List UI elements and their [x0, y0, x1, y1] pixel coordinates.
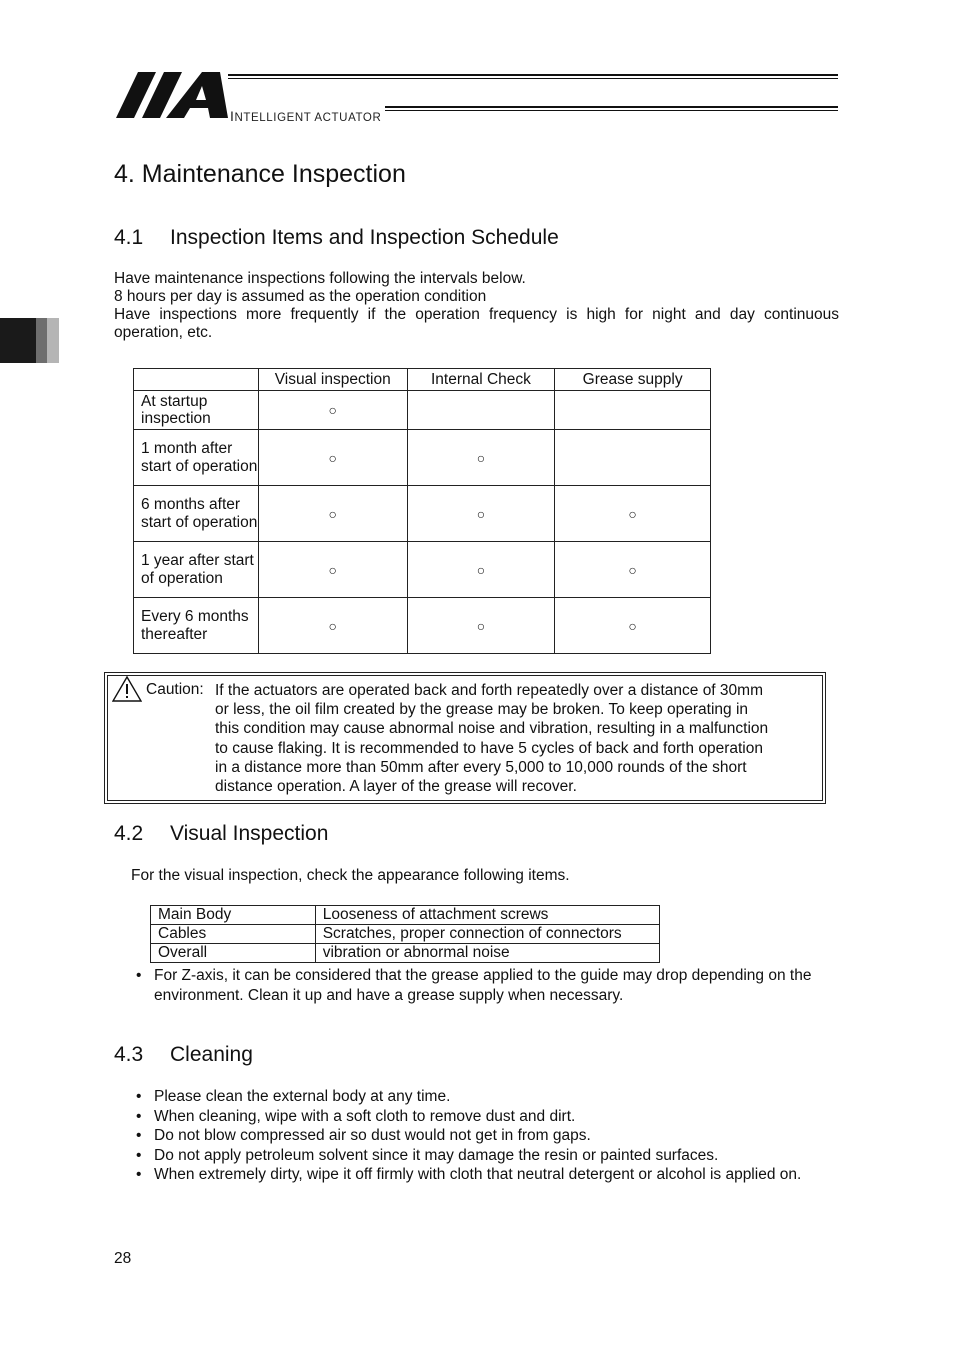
header-cell: Grease supply: [555, 369, 711, 391]
inspection-schedule-table: [133, 368, 711, 654]
list-item: • Do not apply petroleum solvent since it may damage the resin or painted surfaces.: [136, 1146, 719, 1164]
table-row: [151, 944, 660, 963]
chapter-tab-marker: [36, 318, 47, 363]
header-cell: [134, 369, 259, 391]
logo-wordmark: INTELLIGENT ACTUATOR: [230, 108, 382, 124]
row-label: At startup inspection: [134, 391, 259, 430]
caution-line: to cause flaking. It is recommended to have 5 cycles of back and forth operation: [215, 739, 763, 757]
header-rule: [228, 78, 838, 79]
check-cell: Looseness of attachment screws: [315, 906, 659, 925]
check-mark: ○: [258, 391, 407, 430]
table-row: [134, 391, 711, 430]
table-row: [134, 486, 711, 542]
list-item: • For Z-axis, it can be considered that the grease applied to the guide may drop depending on the environment. Clean it up and have a grease supply when necessary.: [136, 967, 812, 1004]
section-heading-4-1: 4.1 Inspection Items and Inspection Schedule: [114, 226, 559, 249]
visual-intro: For the visual inspection, check the appearance following items.: [131, 867, 570, 884]
section-heading-4-2: 4.2 Visual Inspection: [114, 822, 329, 845]
header-rule: [385, 106, 838, 108]
check-cell: vibration or abnormal noise: [315, 944, 659, 963]
table-row: [134, 598, 711, 654]
table-header-row: [134, 369, 711, 391]
row-label: 6 months after start of operation: [134, 486, 259, 542]
header-cell: Internal Check: [407, 369, 555, 391]
item-cell: Main Body: [151, 906, 316, 925]
check-mark: [407, 391, 555, 430]
bullet-icon: •: [136, 1088, 142, 1105]
bullet-icon: •: [136, 1146, 142, 1164]
list-item: • When cleaning, wipe with a soft cloth to remove dust and dirt.: [136, 1107, 576, 1125]
caution-text: [215, 681, 820, 796]
list-item: • Please clean the external body at any time.: [136, 1088, 451, 1105]
check-mark: ○: [555, 598, 711, 654]
bullet-icon: •: [136, 967, 142, 984]
bullet-icon: •: [136, 1127, 142, 1144]
z-axis-note: [136, 966, 841, 1005]
check-mark: ○: [258, 486, 407, 542]
chapter-tab-marker: [0, 318, 36, 363]
section-intro: [114, 270, 839, 342]
check-mark: ○: [258, 430, 407, 486]
check-mark: ○: [407, 430, 555, 486]
table-row: [134, 542, 711, 598]
table-row: [134, 430, 711, 486]
section-heading-4-3: 4.3 Cleaning: [114, 1043, 253, 1066]
row-label: 1 month after start of operation: [134, 430, 259, 486]
caution-line: If the actuators are operated back and forth repeatedly over a distance of 30mm: [215, 682, 763, 699]
iai-logo: [116, 72, 228, 120]
header-rule: [228, 74, 838, 76]
check-mark: ○: [258, 542, 407, 598]
header-cell: Visual inspection: [258, 369, 407, 391]
intro-line: Have maintenance inspections following the intervals below.: [114, 270, 526, 287]
bullet-icon: •: [136, 1166, 142, 1183]
page-number: 28: [114, 1250, 132, 1267]
table-row: [151, 906, 660, 925]
visual-inspection-table: [150, 905, 660, 963]
check-mark: ○: [258, 598, 407, 654]
caution-line: or less, the oil film created by the grease may be broken. To keep operating in: [215, 701, 749, 719]
table-row: [151, 925, 660, 944]
list-item: • Do not blow compressed air so dust would not get in from gaps.: [136, 1127, 591, 1144]
check-mark: ○: [555, 486, 711, 542]
check-mark: ○: [407, 486, 555, 542]
check-mark: [555, 391, 711, 430]
row-label: Every 6 months thereafter: [134, 598, 259, 654]
caution-line: in a distance more than 50mm after every 5,000 to 10,000 rounds of the short: [215, 758, 747, 776]
chapter-title: 4. Maintenance Inspection: [114, 160, 406, 188]
caution-label: Caution:: [146, 681, 204, 698]
item-cell: Cables: [151, 925, 316, 944]
warning-icon: [112, 676, 142, 702]
check-mark: [555, 430, 711, 486]
caution-line: distance operation. A layer of the grease will recover.: [215, 778, 577, 796]
header-rule: [385, 110, 838, 111]
check-cell: Scratches, proper connection of connectors: [315, 925, 659, 944]
check-mark: ○: [407, 542, 555, 598]
caution-line: this condition may cause abnormal noise and vibration, resulting in a malfunction: [215, 720, 769, 738]
row-label: 1 year after start of operation: [134, 542, 259, 598]
check-mark: ○: [407, 598, 555, 654]
item-cell: Overall: [151, 944, 316, 963]
bullet-icon: •: [136, 1107, 142, 1125]
intro-line: 8 hours per day is assumed as the operation condition: [114, 288, 487, 305]
intro-line: Have inspections more frequently if the operation frequency is high for night and day continuous operation, etc.: [114, 306, 839, 341]
chapter-tab-marker: [47, 318, 59, 363]
cleaning-list: [136, 1087, 841, 1185]
check-mark: ○: [555, 542, 711, 598]
list-item: • When extremely dirty, wipe it off firmly with cloth that neutral detergent or alcohol is applied on.: [136, 1166, 802, 1183]
